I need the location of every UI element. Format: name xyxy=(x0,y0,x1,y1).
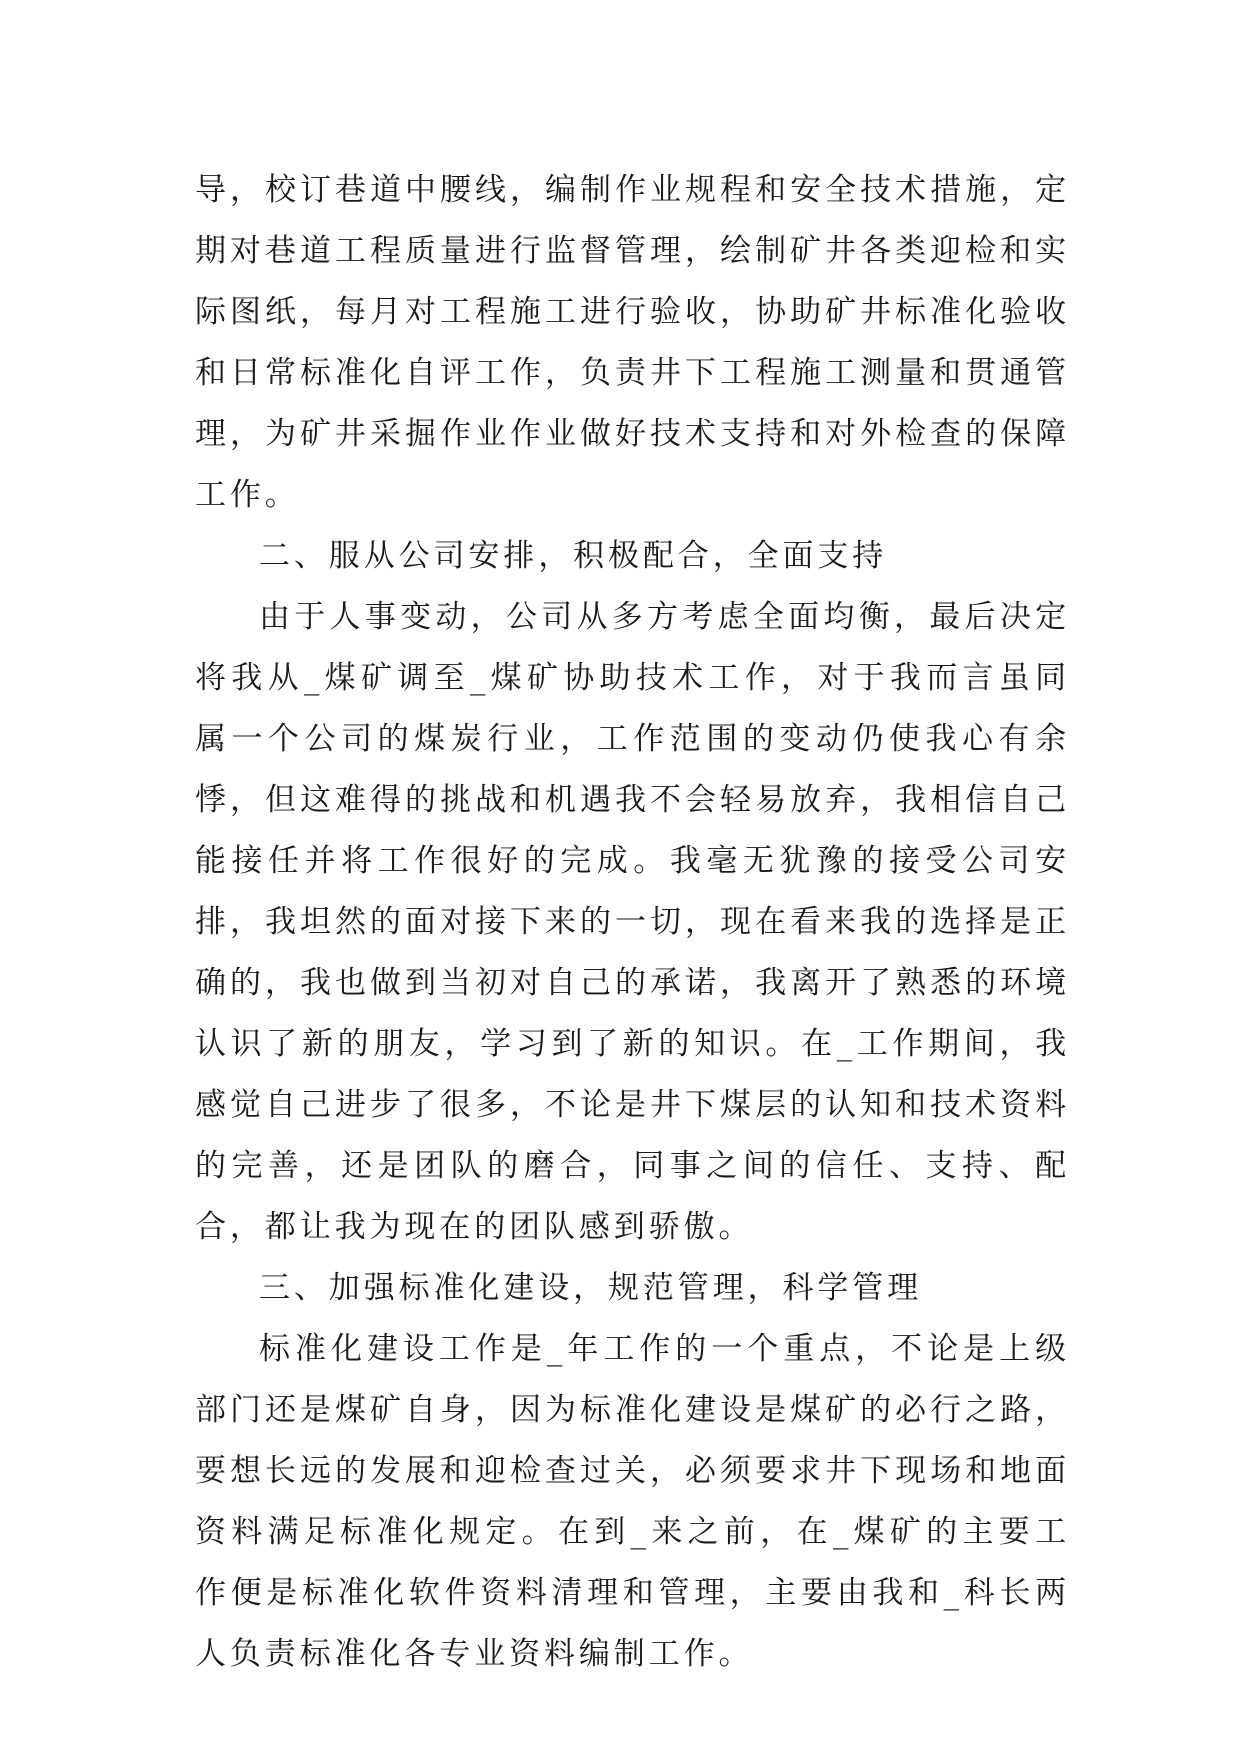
paragraph-section-3: 标准化建设工作是_年工作的一个重点，不论是上级部门还是煤矿自身，因为标准化建设是煤矿的必行之路，要想长远的发展和迎检查过关，必须要求井下现场和地面资料满足标准化规定。在到_来之前，在_煤矿的主要工作便是标准化软件资料清理和管理，主要由我和_科长两人负责标准化各专业资料编制工作。 xyxy=(195,1331,1070,1672)
paragraph-section-2: 由于人事变动，公司从多方考虑全面均衡，最后决定将我从_煤矿调至_煤矿协助技术工作，对于我而言虽同属一个公司的煤炭行业，工作范围的变动仍使我心有余悸，但这难得的挑战和机遇我不会轻易放弃，我相信自己能接任并将工作很好的完成。我毫无犹豫的接受公司安排，我坦然的面对接下来的一切，现在看来我的选择是正确的，我也做到当初对自己的承诺，我离开了熟悉的环境认识了新的朋友，学习到了新的知识。在_工作期间，我感觉自己进步了很多，不论是井下煤层的认知和技术资料的完善，还是团队的磨合，同事之间的信任、支持、配合，都让我为现在的团队感到骄傲。 xyxy=(195,599,1070,1245)
section-heading-3: 三、加强标准化建设，规范管理，科学管理 xyxy=(259,1270,923,1306)
section-heading-2: 二、服从公司安排，积极配合，全面支持 xyxy=(259,538,888,574)
document-body xyxy=(195,160,1070,1685)
paragraph-continuation: 导，校订巷道中腰线，编制作业规程和安全技术措施，定期对巷道工程质量进行监督管理，绘制矿井各类迎检和实际图纸，每月对工程施工进行验收，协助矿井标准化验收和日常标准化自评工作，负责井下工程施工测量和贯通管理，为矿井采掘作业作业做好技术支持和对外检查的保障工作。 xyxy=(195,172,1070,513)
